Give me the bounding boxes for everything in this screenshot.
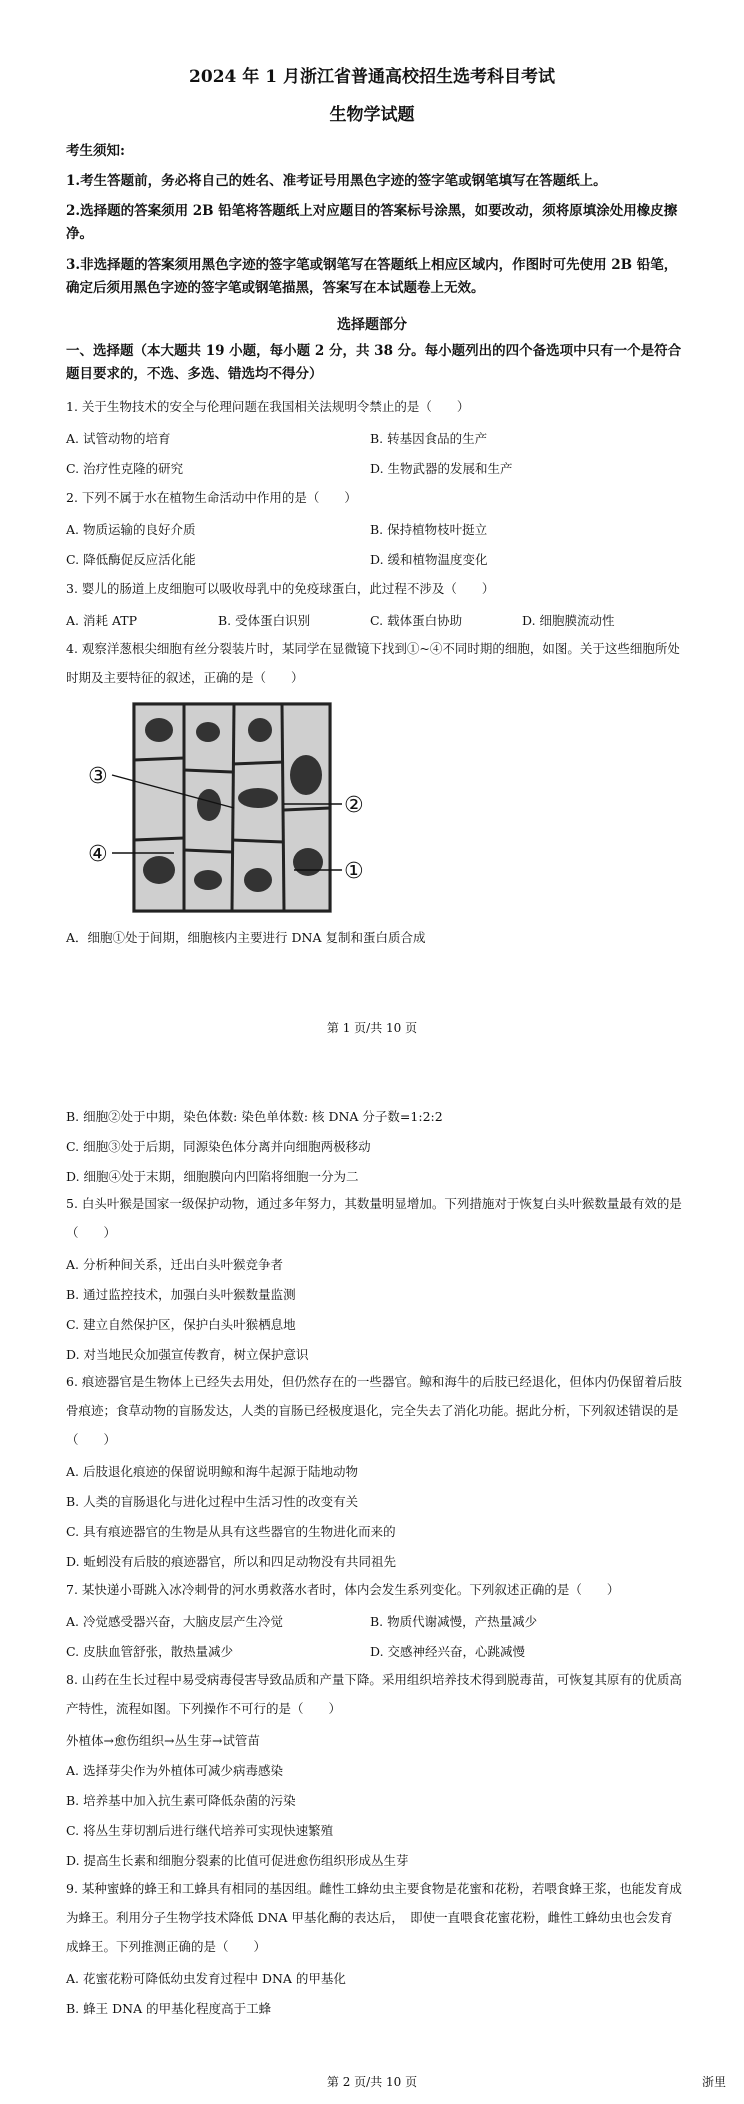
question-4-stem: 4. 观察洋葱根尖细胞有丝分裂装片时，某同学在显微镜下找到①~④不同时期的细胞，如图。关于这些细胞所处时期及主要特征的叙述，正确的是（ ） <box>66 641 680 685</box>
notice-heading: 考生须知: <box>66 143 125 159</box>
figure-label-4: ④ <box>88 842 108 867</box>
notice-item-2: 2.选择题的答案须用 2B 铅笔将答题纸上对应题目的答案标号涂黑，如要改动，须将原填涂处用橡皮擦净。 <box>66 203 678 242</box>
question-2-option-b: B. 保持植物枝叶挺立 <box>370 522 488 537</box>
exam-title: 2024 年 1 月浙江省普通高校招生选考科目考试 <box>189 67 555 87</box>
question-7-option-b: B. 物质代谢减慢，产热量减少 <box>370 1614 538 1629</box>
question-7-option-a: A. 冷觉感受器兴奋，大脑皮层产生冷觉 <box>66 1614 283 1629</box>
question-4-option-b: B. 细胞②处于中期，染色体数: 染色单体数: 核 DNA 分子数=1:2:2 <box>66 1109 443 1124</box>
section-title: 选择题部分 <box>337 317 407 333</box>
question-2-option-a: A. 物质运输的良好介质 <box>66 522 196 537</box>
question-9-stem: 9. 某种蜜蜂的蜂王和工蜂具有相同的基因组。雌性工蜂幼虫主要食物是花蜜和花粉，若喂食蜂王浆，也能发育成为蜂王。利用分子生物学技术降低 DNA 甲基化酶的表达后， 即使一直喂食花蜜花粉，雌性工蜂幼虫也会发育成蜂王。下列推测正确的是（ ） <box>66 1881 682 1954</box>
question-5-option-c: C. 建立自然保护区，保护白头叶猴栖息地 <box>66 1317 296 1332</box>
notice-item-3: 3.非选择题的答案须用黑色字迹的签字笔或钢笔写在答题纸上相应区域内，作图时可先使用 2B 铅笔，确定后须用黑色字迹的签字笔或钢笔描黑，答案写在本试题卷上无效。 <box>66 257 678 296</box>
question-5-option-b: B. 通过监控技术，加强白头叶猴数量监测 <box>66 1287 296 1302</box>
question-6-option-d: D. 蚯蚓没有后肢的痕迹器官，所以和四足动物没有共同祖先 <box>66 1554 397 1569</box>
question-7-stem: 7. 某快递小哥跳入冰冷刺骨的河水勇救落水者时，体内会发生系列变化。下列叙述正确的是（ ） <box>66 1582 620 1597</box>
question-2-stem: 2. 下列不属于水在植物生命活动中作用的是（ ） <box>66 490 357 505</box>
figure-label-2: ② <box>344 793 364 818</box>
page-2-footer: 第 2 页/共 10 页 <box>326 2075 418 2089</box>
question-4-option-d: D. 细胞④处于末期，细胞膜向内凹陷将细胞一分为二 <box>66 1169 359 1184</box>
question-4-option-c: C. 细胞③处于后期，同源染色体分离并向细胞两极移动 <box>66 1139 371 1154</box>
question-4-option-a: A．细胞①处于间期，细胞核内主要进行 DNA 复制和蛋白质合成 <box>66 930 426 945</box>
question-7-option-d: D. 交感神经兴奋，心跳减慢 <box>370 1644 526 1659</box>
question-7-option-c: C. 皮肤血管舒张，散热量减少 <box>66 1644 234 1659</box>
part-heading: 一、选择题（本大题共 19 小题，每小题 2 分，共 38 分。每小题列出的四个备选项中只有一个是符合题目要求的，不选、多选、错选均不得分） <box>66 343 682 382</box>
question-9-option-a: A. 花蜜花粉可降低幼虫发育过程中 DNA 的甲基化 <box>66 1971 346 1986</box>
question-1-stem: 1. 关于生物技术的安全与伦理问题在我国相关法规明令禁止的是（ ） <box>66 399 470 414</box>
question-6-stem: 6. 痕迹器官是生物体上已经失去用处，但仍然存在的一些器官。鲸和海牛的后肢已经退化，但体内仍保留着后肢骨痕迹；食草动物的盲肠发达，人类的盲肠已经极度退化，完全失去了消化功能。据此分析，下列叙述错误的是（ ） <box>66 1374 682 1447</box>
question-1-option-c: C. 治疗性克隆的研究 <box>66 461 184 476</box>
question-9-option-b: B. 蜂王 DNA 的甲基化程度高于工蜂 <box>66 2001 272 2016</box>
question-8-option-a: A. 选择芽尖作为外植体可减少病毒感染 <box>66 1763 283 1778</box>
question-8-stem: 8. 山药在生长过程中易受病毒侵害导致品质和产量下降。采用组织培养技术得到脱毒苗，可恢复其原有的优质高产特性，流程如图。下列操作不可行的是（ ） <box>66 1672 682 1716</box>
question-8-option-b: B. 培养基中加入抗生素可降低杂菌的污染 <box>66 1793 296 1808</box>
page-1-footer: 第 1 页/共 10 页 <box>326 1021 418 1035</box>
question-3-option-a: A. 消耗 ATP <box>66 613 138 628</box>
question-1-option-d: D. 生物武器的发展和生产 <box>370 461 513 476</box>
question-5-option-a: A. 分析种间关系，迁出白头叶猴竞争者 <box>66 1257 283 1272</box>
question-8-option-d: D. 提高生长素和细胞分裂素的比值可促进愈伤组织形成丛生芽 <box>66 1853 409 1868</box>
question-1-option-a: A. 试管动物的培育 <box>66 431 171 446</box>
question-6-option-c: C. 具有痕迹器官的生物是从具有这些器官的生物进化而来的 <box>66 1524 396 1539</box>
page-2 <box>0 1075 744 2104</box>
question-3-option-d: D. 细胞膜流动性 <box>522 613 615 628</box>
figure-label-3: ③ <box>88 764 108 789</box>
question-3-option-c: C. 载体蛋白协助 <box>370 613 463 628</box>
question-3-option-b: B. 受体蛋白识别 <box>218 613 311 628</box>
question-6-option-a: A. 后肢退化痕迹的保留说明鲸和海牛起源于陆地动物 <box>66 1464 358 1479</box>
micrograph-figure <box>84 700 384 915</box>
question-5-stem: 5. 白头叶猴是国家一级保护动物，通过多年努力，其数量明显增加。下列措施对于恢复白头叶猴数量最有效的是（ ） <box>66 1196 682 1240</box>
question-8-option-c: C. 将丛生芽切割后进行继代培养可实现快速繁殖 <box>66 1823 334 1838</box>
question-1-option-b: B. 转基因食品的生产 <box>370 431 488 446</box>
page-2-corner-text: 浙里 <box>702 2075 727 2089</box>
figure-label-1: ① <box>344 859 364 884</box>
question-5-option-d: D. 对当地民众加强宣传教育，树立保护意识 <box>66 1347 309 1362</box>
question-2-option-c: C. 降低酶促反应活化能 <box>66 552 196 567</box>
notice-item-1: 1.考生答题前，务必将自己的姓名、准考证号用黑色字迹的签字笔或钢笔填写在答题纸上。 <box>66 173 607 189</box>
question-8-flow: 外植体→愈伤组织→丛生芽→试管苗 <box>66 1733 260 1748</box>
question-6-option-b: B. 人类的盲肠退化与进化过程中生活习性的改变有关 <box>66 1494 359 1509</box>
exam-subtitle: 生物学试题 <box>329 105 415 125</box>
question-2-option-d: D. 缓和植物温度变化 <box>370 552 488 567</box>
question-3-stem: 3. 婴儿的肠道上皮细胞可以吸收母乳中的免疫球蛋白，此过程不涉及（ ） <box>66 581 495 596</box>
